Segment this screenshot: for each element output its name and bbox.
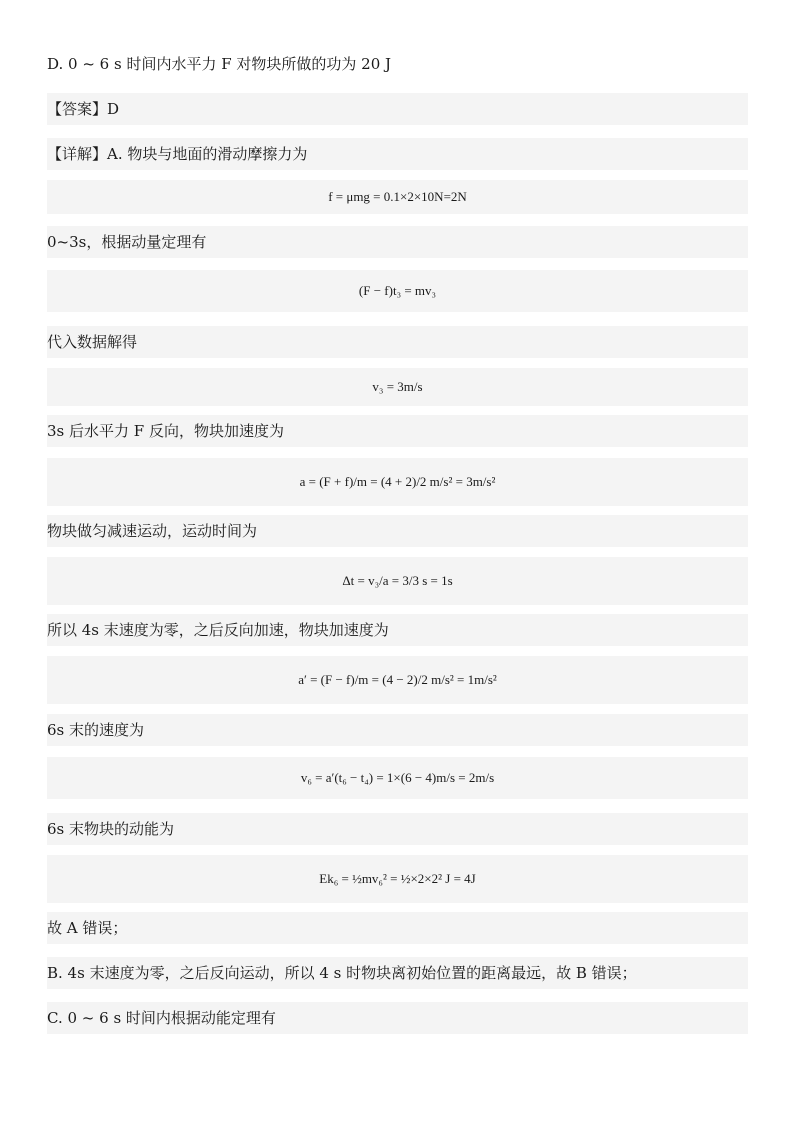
text-line: 3s 后水平力 F 反向，物块加速度为	[47, 415, 748, 447]
equation-kinetic-energy	[47, 855, 748, 903]
eq3-text: v₃ = 3m/s	[372, 379, 423, 394]
eq1-text: f = μmg = 0.1×2×10N=2N	[328, 189, 467, 204]
text-line: 0~3s，根据动量定理有	[47, 226, 748, 258]
equation-v6	[47, 757, 748, 799]
equation-a-prime	[47, 656, 748, 704]
eq4-text: a = (F + f)/m = (4 + 2)/2 m/s² = 3m/s²	[299, 474, 496, 489]
equation-acceleration	[47, 458, 748, 506]
eq7-text: v₆ = a′(t₆ − t₄) = 1×(6 − 4)m/s = 2m/s	[300, 770, 495, 785]
text-line: 代入数据解得	[47, 326, 748, 358]
equation-momentum	[47, 270, 748, 312]
eq5-text: Δt = v₃/a = 3/3 s = 1s	[342, 573, 453, 588]
text-line: 故 A 错误；	[47, 912, 748, 944]
option-d-line: D. 0 ~ 6 s 时间内水平力 F 对物块所做的功为 20 J	[47, 55, 392, 73]
eq6-text: a′ = (F − f)/m = (4 − 2)/2 m/s² = 1m/s²	[298, 672, 497, 687]
equation-v3	[47, 368, 748, 406]
text-line: C. 0 ~ 6 s 时间内根据动能定理有	[47, 1002, 748, 1034]
answer-line: 【答案】D	[47, 93, 748, 125]
eq2-text: (F − f)t₃ = mv₃	[358, 283, 437, 298]
text-line: 所以 4s 末速度为零，之后反向加速，物块加速度为	[47, 614, 748, 646]
text-line: 6s 末物块的动能为	[47, 813, 748, 845]
text-line: 6s 末的速度为	[47, 714, 748, 746]
equation-delta-t	[47, 557, 748, 605]
detail-line: 【详解】A. 物块与地面的滑动摩擦力为	[47, 138, 748, 170]
text-line: B. 4s 末速度为零，之后反向运动，所以 4 s 时物块离初始位置的距离最远，故 B 错误；	[47, 957, 748, 989]
text-line: 物块做匀减速运动，运动时间为	[47, 515, 748, 547]
equation-friction	[47, 180, 748, 214]
eq8-text: Ek₆ = ½mv₆² = ½×2×2² J = 4J	[319, 871, 476, 886]
